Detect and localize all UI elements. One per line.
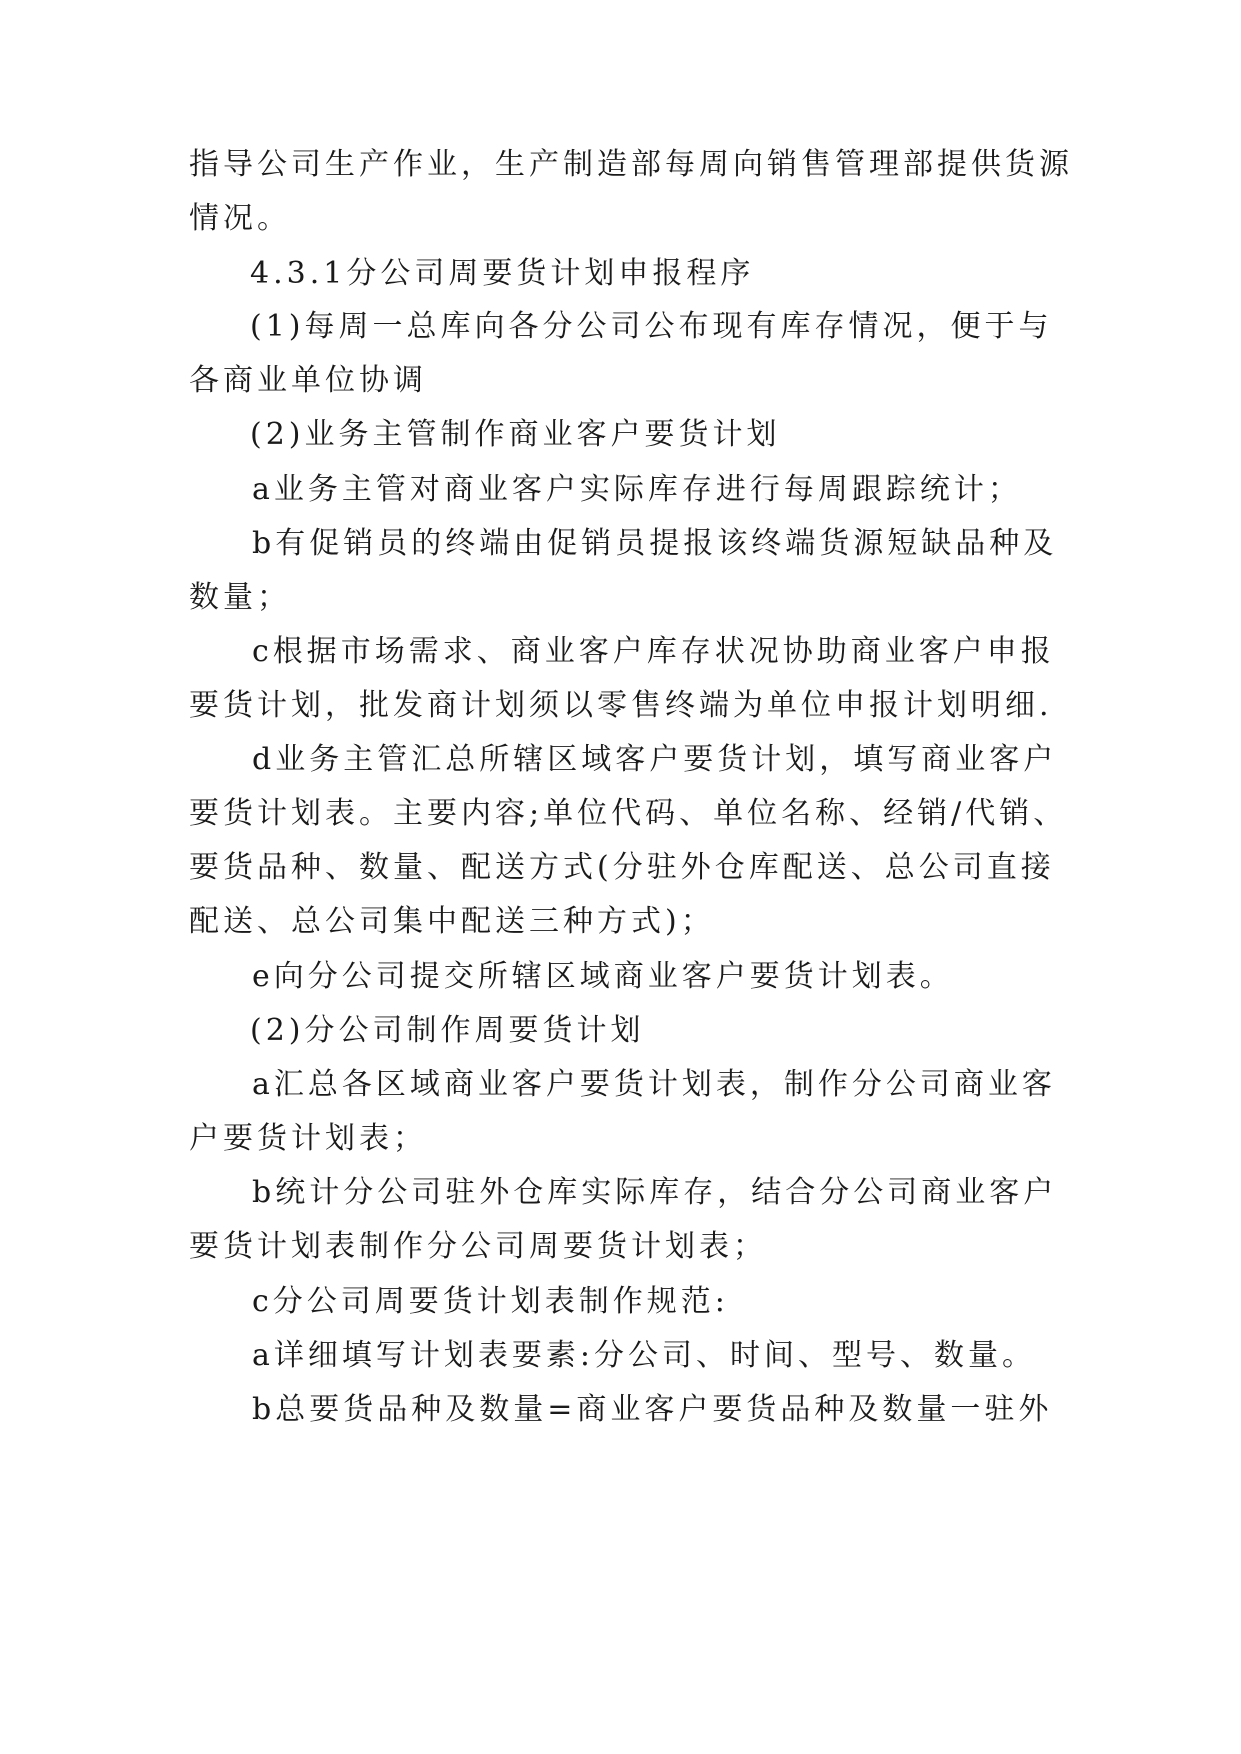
text-line: 要货计划表。主要内容;单位代码、单位名称、经销/代销、 [189,796,1068,831]
text-line: b总要货品种及数量=商业客户要货品种及数量一驻外 [252,1392,1053,1427]
sub-heading: (2)分公司制作周要货计划 [250,1013,645,1048]
text-line: 各商业单位协调 [189,363,427,398]
text-line: (1)每周一总库向各分公司公布现有库存情况，便于与 [250,309,1053,344]
text-line: 要货品种、数量、配送方式(分驻外仓库配送、总公司直接 [189,850,1055,885]
sub-heading: (2)业务主管制作商业客户要货计划 [250,417,781,452]
text-line: 指导公司生产作业，生产制造部每周向销售管理部提供货源 [189,147,1073,182]
text-line: 情况。 [189,201,291,236]
section-heading: 4.3.1分公司周要货计划申报程序 [250,256,755,291]
text-line: 数量； [189,580,291,615]
text-line: c根据市场需求、商业客户库存状况协助商业客户申报 [252,634,1055,669]
text-line: b统计分公司驻外仓库实际库存，结合分公司商业客户 [252,1175,1058,1210]
text-line: a汇总各区域商业客户要货计划表，制作分公司商业客 [252,1067,1056,1102]
text-line: 要货计划，批发商计划须以零售终端为单位申报计划明细. [189,688,1053,723]
text-line: a业务主管对商业客户实际库存进行每周跟踪统计； [252,472,1022,507]
text-line: 要货计划表制作分公司周要货计划表； [189,1229,767,1264]
text-line: e向分公司提交所辖区域商业客户要货计划表。 [252,959,954,994]
text-line: b有促销员的终端由促销员提报该终端货源短缺品种及 [252,526,1058,561]
text-line: c分公司周要货计划表制作规范: [252,1284,729,1319]
text-line: 配送、总公司集中配送三种方式)； [189,904,715,939]
text-line: a详细填写计划表要素:分公司、时间、型号、数量。 [252,1338,1036,1373]
text-line: 户要货计划表； [189,1121,427,1156]
text-line: d业务主管汇总所辖区域客户要货计划，填写商业客户 [252,742,1058,777]
